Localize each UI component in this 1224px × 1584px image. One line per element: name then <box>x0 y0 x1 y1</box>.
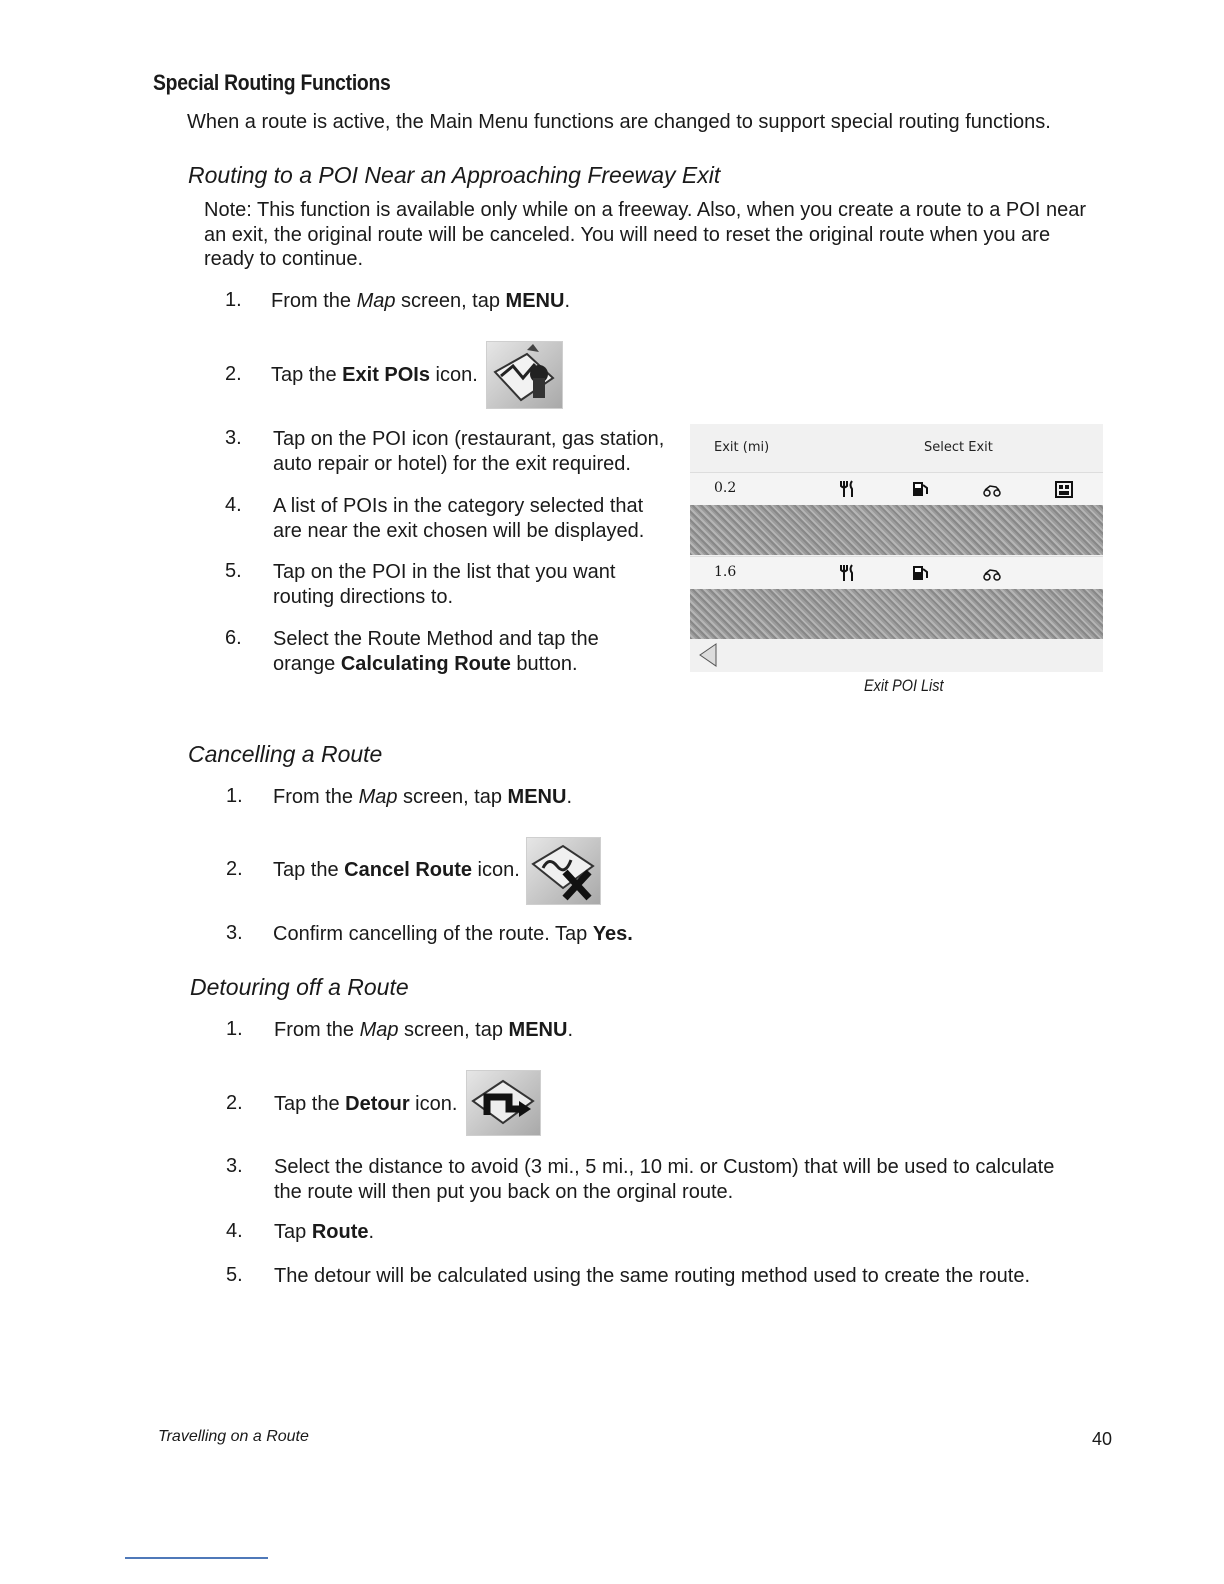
step-number: 1. <box>226 785 243 807</box>
restaurant-icon[interactable] <box>838 479 858 499</box>
exit-pois-icon[interactable] <box>486 341 563 409</box>
page-heading: Special Routing Functions <box>153 70 391 95</box>
step-text: From the Map screen, tap MENU. <box>274 1019 573 1041</box>
step-text: Tap the Detour icon. <box>274 1093 458 1115</box>
gas-station-icon[interactable] <box>910 563 930 583</box>
step-number: 1. <box>226 1018 243 1040</box>
section-title-exit-poi: Routing to a POI Near an Approaching Freeway Exit <box>188 162 721 188</box>
step-number: 5. <box>225 560 242 582</box>
step-text: From the Map screen, tap MENU. <box>273 786 572 808</box>
exit-column-header: Exit (mi) <box>714 440 770 455</box>
gas-station-icon[interactable] <box>910 479 930 499</box>
step-text: Select the distance to avoid (3 mi., 5 mi., 10 mi. or Custom) that will be used to calculate the route will then put you back on the orginal route. <box>274 1156 1055 1203</box>
step-number: 4. <box>226 1220 243 1242</box>
exit-row[interactable] <box>690 556 1103 589</box>
step-number: 3. <box>226 1155 243 1177</box>
step-text: A list of POIs in the category selected that are near the exit chosen will be displayed. <box>273 495 645 542</box>
step-number: 2. <box>225 363 242 385</box>
auto-repair-icon[interactable] <box>982 563 1002 583</box>
step-text: Select the Route Method and tap the orange Calculating Route button. <box>273 628 599 675</box>
step-text: The detour will be calculated using the same routing method used to create the route. <box>274 1265 1031 1287</box>
back-arrow-icon[interactable] <box>694 642 724 668</box>
section-title-cancel-route: Cancelling a Route <box>188 741 383 767</box>
note-line-1: Note: This function is available only while on a freeway. Also, when you create a route to a POI near <box>204 199 1086 221</box>
detour-icon[interactable] <box>466 1070 541 1136</box>
exit-row[interactable] <box>690 472 1103 505</box>
note-line-3: ready to continue. <box>204 248 363 270</box>
section-title-detour: Detouring off a Route <box>190 974 409 1000</box>
step-text: Tap Route. <box>274 1221 375 1243</box>
intro-text: When a route is active, the Main Menu functions are changed to support special routing functions. <box>187 111 1051 133</box>
step-text: Tap on the POI icon (restaurant, gas station, auto repair or hotel) for the exit required. <box>273 428 665 475</box>
step-number: 3. <box>225 427 242 449</box>
step-number: 2. <box>226 1092 243 1114</box>
cancel-route-icon[interactable] <box>526 837 601 905</box>
select-exit-header[interactable]: Select Exit <box>924 440 993 455</box>
figure-caption: Exit POI List <box>864 676 944 695</box>
footer-section-title: Travelling on a Route <box>158 1428 309 1445</box>
step-number: 4. <box>225 494 242 516</box>
exit-row-bar[interactable] <box>690 505 1103 555</box>
step-number: 2. <box>226 858 243 880</box>
hotel-icon[interactable] <box>1054 479 1074 499</box>
step-number: 3. <box>226 922 243 944</box>
step-text: Confirm cancelling of the route. Tap Yes. <box>273 923 633 945</box>
restaurant-icon[interactable] <box>838 563 858 583</box>
footer-rule <box>125 1557 268 1559</box>
step-text: Tap the Cancel Route icon. <box>273 859 520 881</box>
exit-row-bar[interactable] <box>690 589 1103 639</box>
step-text: Tap the Exit POIs icon. <box>271 364 478 386</box>
exit-distance: 0.2 <box>714 480 737 496</box>
step-text: From the Map screen, tap MENU. <box>271 290 570 312</box>
note-line-2: an exit, the original route will be canceled. You will need to reset the original route when you are <box>204 224 1051 246</box>
step-number: 6. <box>225 627 242 649</box>
step-text: Tap on the POI in the list that you want routing directions to. <box>273 561 616 608</box>
step-number: 5. <box>226 1264 243 1286</box>
step-number: 1. <box>225 289 242 311</box>
auto-repair-icon[interactable] <box>982 479 1002 499</box>
exit-distance: 1.6 <box>714 564 737 580</box>
page-number: 40 <box>1092 1429 1113 1449</box>
exit-poi-list-screenshot <box>690 424 1103 672</box>
